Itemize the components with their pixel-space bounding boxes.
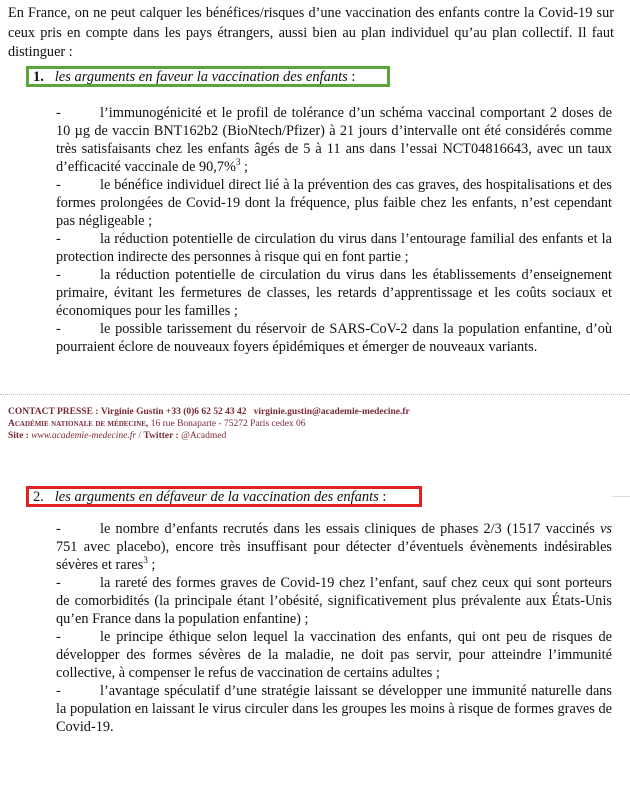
section-2-heading (26, 486, 422, 507)
site-label: Site : (8, 431, 29, 441)
list-item (56, 574, 612, 628)
section-1-title: les arguments en faveur la vaccination des enfants (54, 69, 348, 85)
item-text: le nombre d’enfants recrutés dans les essais cliniques de phases 2/3 (1517 vaccinés (100, 521, 601, 537)
item-text-end: ; (147, 557, 156, 573)
item-text: le bénéfice individuel direct lié à la prévention des cas graves, des hospitalisations et des formes prolongées de Covid-19 dont la fréquence, plus faible chez les enfants, n’est cependant pas négligeable ; (56, 177, 612, 229)
item-text: l’immunogénicité et le profil de tolérance d’un schéma vaccinal comportant 2 doses de 10 µg de vaccin BNT162b2 (BioNtech/Pfizer) à 21 jours d’intervalle ont été considérés comme très satisfaisants chez les enfants âgés de 5 à 11 ans dans l’essai NCT04816643, avec un taux d’efficacité vaccinale de 90,7% (56, 105, 612, 175)
site-link[interactable]: www.academie-medecine.fr (31, 431, 137, 441)
footer-academy-line (8, 418, 410, 430)
list-item (56, 104, 612, 176)
list-item (56, 266, 612, 320)
item-text: la rareté des formes graves de Covid-19 chez l’enfant, sauf chez ceux qui sont porteurs de comorbidités (la principale étant l’obésité, significativement plus prévalente aux États-Unis qu’en France dans la population enfantine) ; (56, 575, 612, 627)
contact-email[interactable]: virginie.gustin@academie-medecine.fr (253, 407, 410, 417)
twitter-label: Twitter : (143, 431, 179, 441)
academy-address: 16 rue Bonaparte - 75272 Paris cedex 06 (150, 419, 306, 429)
list-item (56, 628, 612, 682)
section-1-number: 1. (33, 69, 44, 85)
bullet-dash: - (56, 267, 61, 283)
item-text: la réduction potentielle de circulation du virus dans l’entourage familial des enfants et la protection indirecte des personnes à risque qui en font partie ; (56, 231, 612, 265)
section-2-list (56, 520, 612, 736)
twitter-handle[interactable]: @Acadmed (181, 431, 227, 441)
bullet-dash: - (56, 105, 61, 121)
section-2-number: 2. (33, 489, 44, 505)
section-2-title: les arguments en défaveur de la vaccination des enfants (54, 489, 379, 505)
list-item (56, 176, 612, 230)
footer-site-line (8, 430, 410, 442)
item-emphasis: vs (600, 521, 612, 537)
section-1-heading (26, 66, 390, 87)
footer-sep: / (138, 431, 142, 441)
bullet-dash: - (56, 177, 61, 193)
list-item (56, 520, 612, 574)
academy-name: Académie nationale de médecine, (8, 419, 149, 429)
page-footer (8, 406, 410, 442)
page-separator (0, 394, 630, 395)
section-1-list (56, 104, 612, 356)
item-text: le possible tarissement du réservoir de SARS-CoV-2 dans la population enfantine, d’où pourraient éclore de nouveaux foyers épidémiques et émerger de nouveaux variants. (56, 321, 612, 355)
contact-phone: Virginie Gustin +33 (0)6 62 52 43 42 (100, 407, 247, 417)
bullet-dash: - (56, 521, 61, 537)
item-text: la réduction potentielle de circulation du virus dans les établissements d’enseignement primaire, évitant les fermetures de classes, les retards d’apprentissage et les coûts sociaux et économiques pour les familles ; (56, 267, 612, 319)
bullet-dash: - (56, 683, 61, 699)
footnote-ref: 3 (143, 555, 148, 566)
bullet-dash: - (56, 231, 61, 247)
contact-label: CONTACT PRESSE : (8, 407, 99, 417)
footnote-ref: 3 (235, 157, 241, 168)
list-item (56, 230, 612, 266)
section-1-suffix: : (347, 69, 356, 85)
item-text: le principe éthique selon lequel la vaccination des enfants, qui ont peu de risques de développer des formes sévères de la maladie, ne doit pas servir, pour atteindre l’immunité collective, à compenser le refus de vaccination de certains adultes ; (56, 629, 612, 681)
footer-contact-line (8, 406, 410, 418)
bullet-dash: - (56, 629, 61, 645)
list-item (56, 320, 612, 356)
section-2-suffix: : (378, 489, 387, 505)
faint-mark (612, 496, 630, 497)
intro-paragraph: En France, on ne peut calquer les bénéfices/risques d’une vaccination des enfants contre la Covid-19 sur ceux pris en compte dans les pays étrangers, aussi bien au plan individuel qu’au plan collectif. Il faut distinguer : (8, 5, 614, 60)
bullet-dash: - (56, 321, 61, 337)
item-text-end: ; (240, 159, 248, 175)
bullet-dash: - (56, 575, 61, 591)
item-text-cont: 751 avec placebo), encore très insuffisant pour détecter d’éventuels évènements indésirables sévères et rares (56, 539, 612, 573)
list-item (56, 682, 612, 736)
item-text: l’avantage spéculatif d’une stratégie laissant se développer une immunité naturelle dans la population en laissant le virus circuler dans les groupes les moins à risque de formes graves de Covid-19. (56, 683, 612, 735)
